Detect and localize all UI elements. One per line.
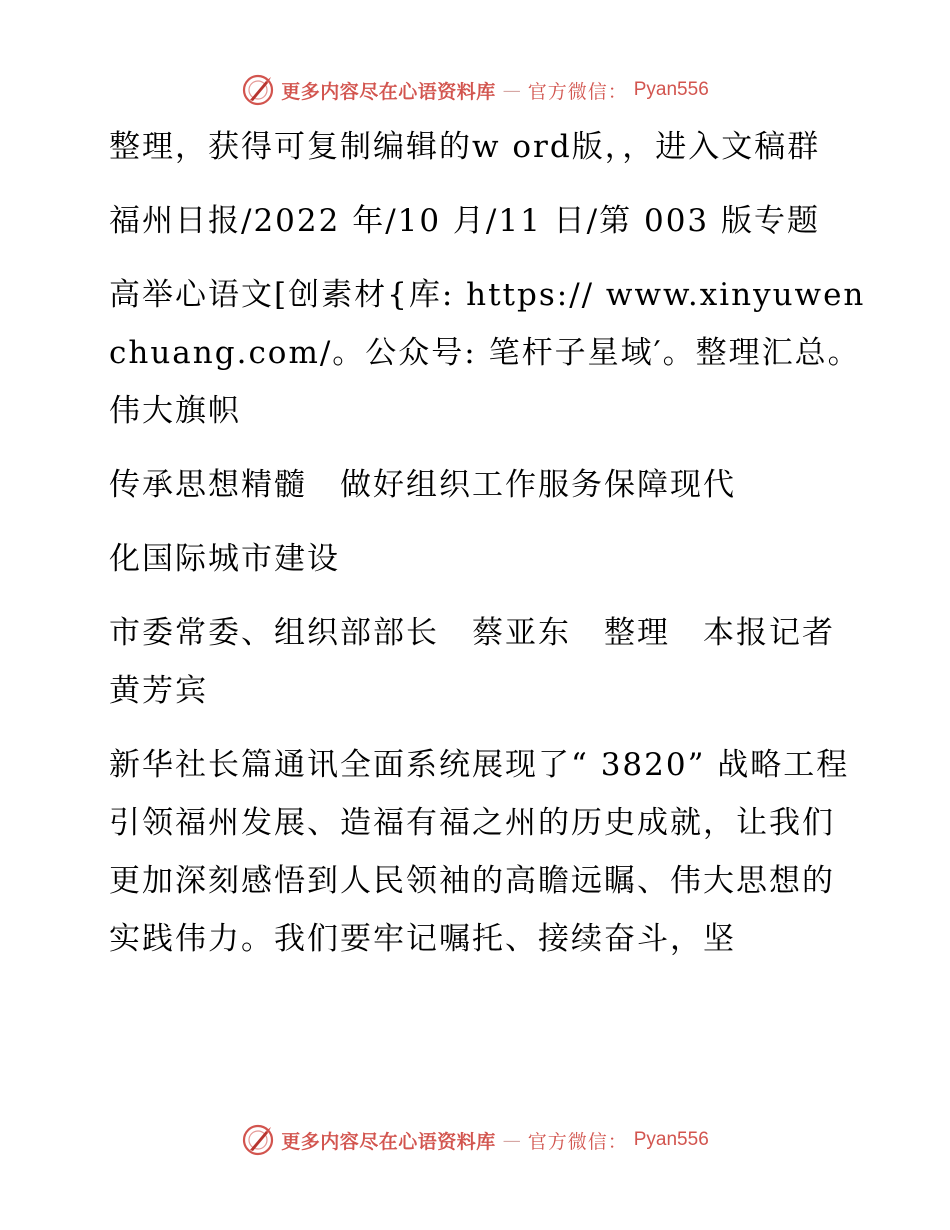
header-banner-main-text: 更多内容尽在心语资料库: [281, 80, 496, 103]
document-body: [97, 118, 867, 984]
header-banner-sub-text: 官方微信：: [527, 80, 628, 103]
document-paragraph: 整理，获得可复制编辑的w ord版，，进入文稿群: [109, 129, 821, 165]
document-paragraph: 市委常委、组织部部长 蔡亚东 整理 本报记者 黄芳宾: [109, 615, 868, 709]
footer-watermark-banner: [0, 1120, 950, 1160]
document-paragraph: 传承思想精髓 做好组织工作服务保障现代: [109, 467, 736, 503]
document-paragraph: 新华社长篇通讯全面系统展现了“ 3820” 战略工程引领福州发展、造福有福之州的历史成就，让我们更加深刻感悟到人民领袖的高瞻远瞩、伟大思想的实践伟力。我们要牢记嘱托、接续奋斗，坚: [109, 747, 850, 957]
document-paragraph: 福州日报/2022 年/10 月/11 日/第 003 版专题: [109, 203, 821, 239]
header-banner-wechat-id: Pyan556: [633, 79, 709, 100]
document-paragraph: 高举心语文[创素材{库: https:// www.xinyuwenchuang.com/。公众号: 笔杆子星域′。整理汇总。伟大旗帜: [109, 277, 866, 429]
footer-banner-sub-text: 官方微信：: [527, 1130, 628, 1153]
quill-pen-logo-icon: [241, 73, 275, 107]
header-watermark-banner: [0, 70, 950, 110]
header-banner-separator: —: [502, 79, 521, 101]
document-paragraph: 化国际城市建设: [109, 541, 340, 577]
footer-banner-wechat-id: Pyan556: [633, 1129, 709, 1150]
footer-banner-main-text: 更多内容尽在心语资料库: [281, 1130, 496, 1153]
quill-pen-logo-icon: [241, 1123, 275, 1157]
footer-banner-separator: —: [502, 1129, 521, 1151]
